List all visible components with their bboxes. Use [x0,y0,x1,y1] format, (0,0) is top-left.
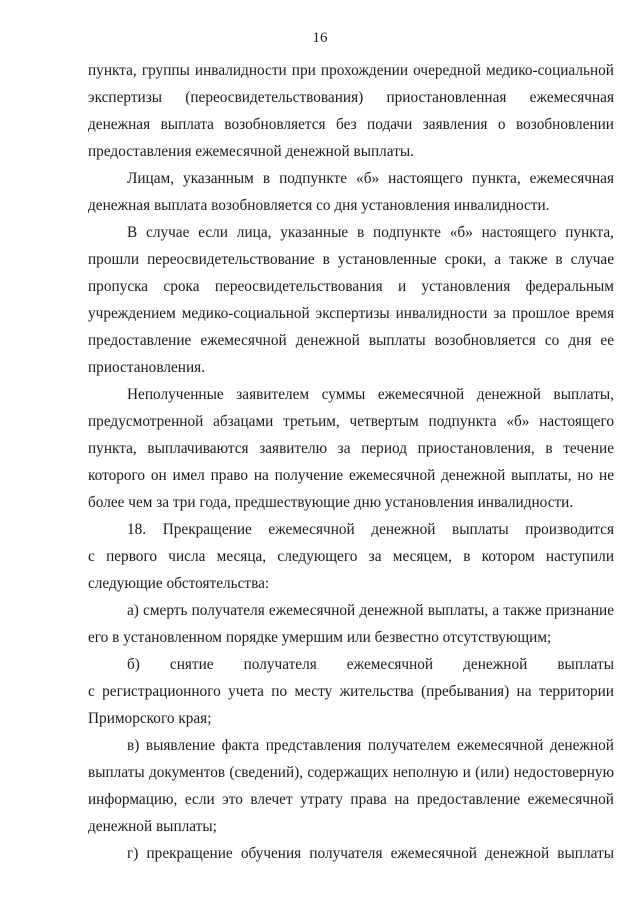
text-line: приостановления. [88,359,206,376]
text-line: пропуска срока переосвидетельствования и установления федеральным [88,278,614,295]
page-number: 16 [312,30,328,46]
text-line: Лицам, указанным в подпункте «б» настоящего пункта, ежемесячная [127,170,614,187]
text-line: Неполученные заявителем суммы ежемесячной денежной выплаты, [127,386,614,403]
text-line: учреждением медико-социальной экспертизы инвалидности за прошлое время [88,305,614,322]
text-line: в) выявление факта представления получателем ежемесячной денежной [127,737,614,754]
text-line: В случае если лица, указанные в подпункте «б» настоящего пункта, [127,224,614,241]
text-line: предусмотренной абзацами третьим, четвертым подпункта «б» настоящего [88,413,614,430]
text-line: следующие обстоятельства: [88,575,270,592]
text-line: предоставления ежемесячной денежной выплаты. [88,143,414,160]
text-line: пункта, выплачиваются заявителю за период приостановления, в течение [88,440,614,457]
text-line: информацию, если это влечет утрату права на предоставление ежемесячной [88,791,614,808]
text-line: с первого числа месяца, следующего за месяцем, в котором наступили [88,548,614,565]
text-line: пункта, группы инвалидности при прохождении очередной медико-социальной [88,62,614,79]
text-line: экспертизы (переосвидетельствования) приостановленная ежемесячная [88,89,614,106]
text-line: а) смерть получателя ежемесячной денежной выплаты, а также признание [127,602,614,619]
text-line: денежная выплата возобновляется со дня установления инвалидности. [88,197,550,214]
text-line: б) снятие получателя ежемесячной денежной выплаты [127,656,614,673]
text-line: Приморского края; [88,710,212,727]
text-line: денежной выплаты; [88,818,217,835]
text-line: прошли переосвидетельствование в установленные сроки, а также в случае [88,251,614,268]
text-line: которого он имел право на получение ежемесячной денежной выплаты, но не [88,467,614,484]
text-line: денежная выплата возобновляется без подачи заявления о возобновлении [88,116,614,133]
text-line: г) прекращение обучения получателя ежемесячной денежной выплаты [127,845,614,862]
text-line: предоставление ежемесячной денежной выплаты возобновляется со дня ее [88,332,614,349]
text-line: с регистрационного учета по месту жительства (пребывания) на территории [88,683,614,700]
text-line: 18. Прекращение ежемесячной денежной выплаты производится [127,521,614,538]
text-line: выплаты документов (сведений), содержащих неполную и (или) недостоверную [88,764,614,781]
text-line: более чем за три года, предшествующие дню установления инвалидности. [88,494,574,511]
text-line: его в установленном порядке умершим или безвестно отсутствующим; [88,629,552,646]
